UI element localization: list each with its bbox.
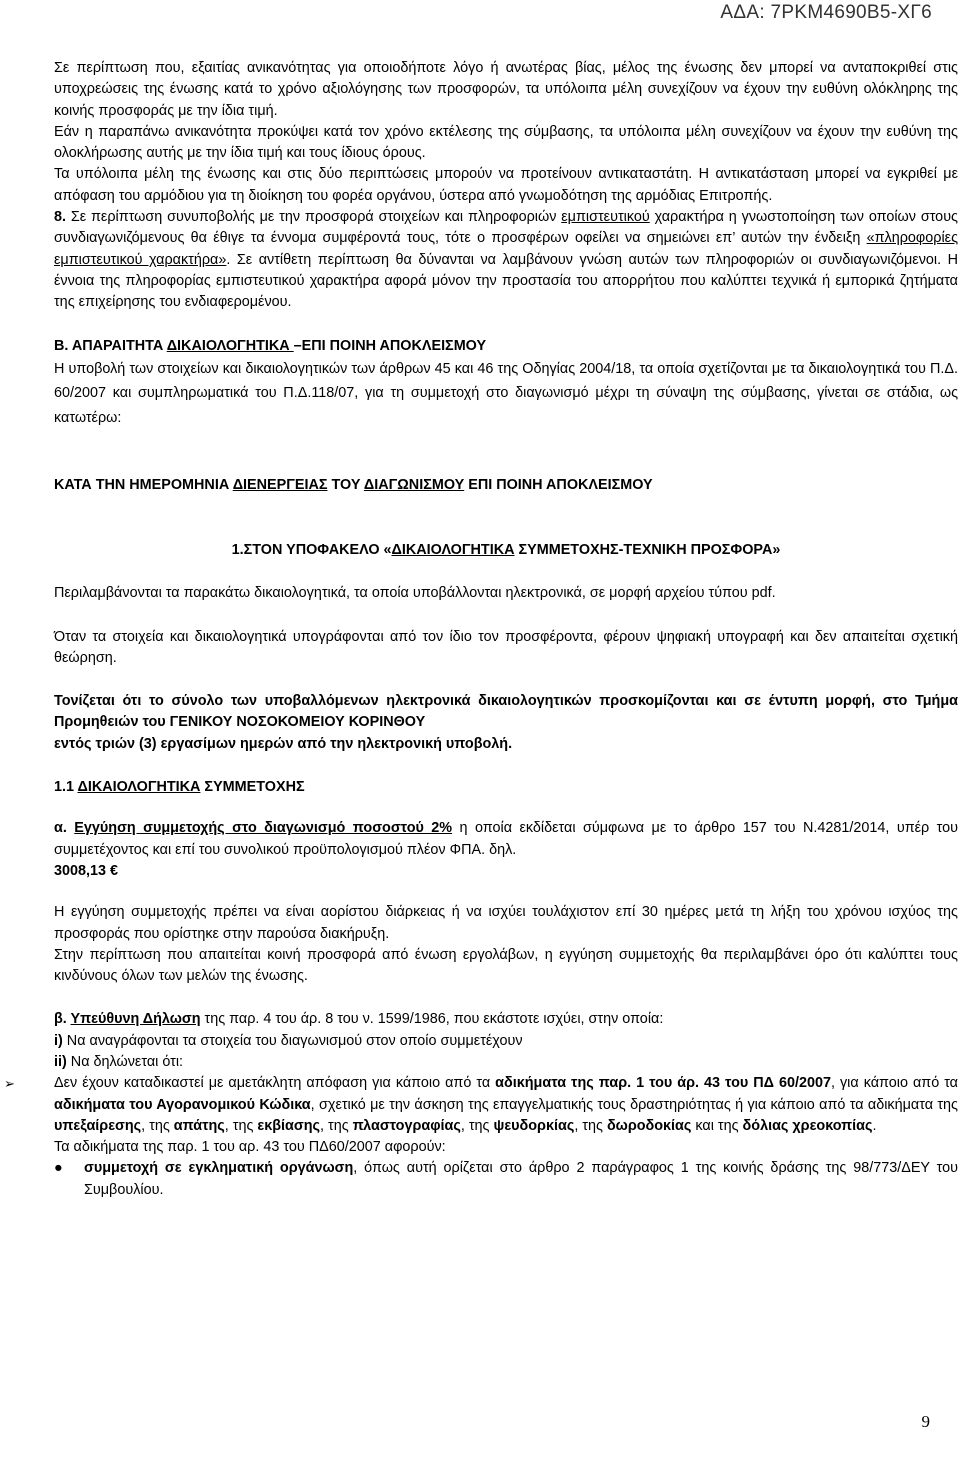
- paragraph-8-underline-1: εμπιστευτικού: [561, 209, 650, 226]
- heading-date: [54, 475, 958, 496]
- item-b-i-label: i): [54, 1032, 63, 1049]
- paragraph-guarantee-1: Η εγγύηση συμμετοχής πρέπει να είναι αορίστου διάρκειας ή να ισχύει τουλάχιστον επί 30 ημέρες μετά τη λήξη του χρόνου ισχύος της προσφοράς που ορίστηκε στην παρούσα διακήρυξη.: [54, 904, 958, 942]
- item-b-ii-label: ii): [54, 1053, 67, 1070]
- paragraph-signature: Όταν τα στοιχεία και δικαιολογητικά υπογράφονται από τον ίδιο τον προσφέροντα, φέρουν ψηφιακή υπογραφή και δεν απαιτείται σχετική θεώρηση.: [54, 628, 958, 666]
- item-b-i: [54, 1031, 958, 1052]
- bullet1-b5: εκβίασης: [257, 1117, 321, 1134]
- bullet-convictions: [4, 1073, 959, 1137]
- document-code-header: ΑΔΑ: 7ΡΚΜ4690Β5-ΧΓ6: [720, 2, 932, 23]
- paragraph-8: [54, 207, 958, 313]
- heading-1-1-a: 1.1: [54, 779, 78, 796]
- page-number: 9: [921, 1412, 930, 1431]
- item-a-label: α.: [54, 820, 75, 837]
- heading-subfolder-b: ΣΥΜΜΕΤΟΧΗΣ-ΤΕΧΝΙΚΗ ΠΡΟΣΦΟΡΑ»: [514, 541, 781, 558]
- bullet2-text: , όπως αυτή ορίζεται στο άρθρο 2 παράγραφος 1 της κοινής δράσης της 98/773/ΔΕΥ του Συμβουλίου.: [84, 1160, 959, 1198]
- section-b-heading-underline: ΔΙΚΑΙΟΛΟΓΗΤΙΚΑ: [166, 337, 294, 354]
- heading-1-1: [54, 777, 958, 798]
- item-b-label: β.: [54, 1011, 71, 1028]
- paragraph-guarantee-2: Στην περίπτωση που απαιτείται κοινή προσφορά από ένωση εργολάβων, η εγγύηση συμμετοχής θα περιλαμβάνει όρο ότι καλύπτει τους κινδύνους όλων των μελών της ένωσης.: [54, 946, 958, 985]
- section-b-heading-post: –ΕΠΙ ΠΟΙΝΗ ΑΠΟΚΛΕΙΣΜΟΥ: [293, 337, 487, 354]
- section-b-heading-pre: Β. ΑΠΑΡΑΙΤΗΤΑ: [54, 337, 167, 354]
- item-b-ii: [54, 1052, 958, 1073]
- item-b-declaration: [54, 1009, 958, 1030]
- heading-date-a: ΚΑΤΑ ΤΗΝ ΗΜΕΡΟΜΗΝΙΑ: [54, 476, 233, 493]
- heading-date-u2: ΔΙΑΓΩΝΙΣΜΟΥ: [363, 476, 465, 493]
- bullet1-t7: , της: [460, 1117, 494, 1134]
- heading-date-b: ΤΟΥ: [327, 476, 364, 493]
- heading-date-c: ΕΠΙ ΠΟΙΝΗ ΑΠΟΚΛΕΙΣΜΟΥ: [464, 476, 653, 493]
- document-body: [4, 58, 959, 1201]
- paragraph-2: Εάν η παραπάνω ανικανότητα προκύψει κατά τον χρόνο εκτέλεσης της σύμβασης, τα υπόλοιπα μέλη συνεχίζουν να έχουν την ευθύνη της ολοκλήρωσης αυτής με την ίδια τιμή και τους ίδιους όρους.: [54, 123, 958, 162]
- item-a-underline: Εγγύηση συμμετοχής στο διαγωνισμό ποσοστού 2%: [74, 820, 453, 837]
- paragraph-print-deadline: [54, 734, 958, 755]
- bullet1-t5: , της: [224, 1117, 258, 1134]
- paragraph-print-notice: [54, 691, 958, 734]
- arrow-bullet-icon: ➢: [4, 1076, 15, 1092]
- item-b-ii-text: Να δηλώνεται ότι:: [66, 1053, 184, 1070]
- bullet1-t10: .: [872, 1117, 877, 1134]
- bullet1-b2: αδικήματα του Αγορανομικού Κώδικα: [54, 1096, 311, 1113]
- paragraph-print-notice-1: Τονίζεται ότι το σύνολο των υποβαλλόμενων ηλεκτρονικά δικαιολογητικών προσκομίζονται και σε έντυπη μορφή, στο Τμήμα Προμηθειών του ΓΕΝΙΚΟΥ ΝΟΣΟΚΟΜΕΙΟΥ ΚΟΡΙΝΘΟΥ: [54, 693, 958, 731]
- paragraph-8-text-3: . Σε αντίθετη περίπτωση θα δύνανται να λαμβάνουν γνώση αυτών των πληροφοριών οι συνδιαγωνιζόμενοι. Η έννοια της πληροφορίας εμπιστευτικού χαρακτήρα αφορά μόνον την προστασία του απορρήτου που καλύπτει τεχνικά ή εμπορικά ζητήματα της επιχείρησης του ενδιαφερομένου.: [54, 251, 958, 311]
- heading-1-1-u: ΔΙΚΑΙΟΛΟΓΗΤΙΚΑ: [77, 779, 201, 796]
- item-a-guarantee: [54, 818, 958, 861]
- section-b-text: Η υποβολή των στοιχείων και δικαιολογητικών των άρθρων 45 και 46 της Οδηγίας 2004/18, τα οποία σχετίζονται με τα δικαιολογητικά του Π.Δ. 60/2007 και συμπληρωματικά του Π.Δ.118/07, για τη συμμετοχή στο διαγωνισμό μέχρι τη σύναψη της σύμβασης, γίνεται σε στάδια, ως κατωτέρω:: [54, 360, 958, 427]
- heading-subfolder-a: 1.ΣΤΟΝ ΥΠΟΦΑΚΕΛΟ «: [231, 541, 392, 558]
- bullet1-b8: δωροδοκίας: [606, 1117, 692, 1134]
- bullet-criminal-organization: [54, 1158, 958, 1201]
- bullet1-b1: αδικήματα της παρ. 1 του άρ. 43 του ΠΔ 60/2007: [495, 1075, 831, 1092]
- paragraph-1: Σε περίπτωση που, εξαιτίας ανικανότητας για οποιοδήποτε λόγο ή ανωτέρας βίας, μέλος της ένωσης δεν μπορεί να ανταποκριθεί στις υποχρεώσεις της ένωσης κατά το χρόνο αξιολόγησης των προσφορών, τα υπόλοιπα μέλη συνεχίζουν να έχουν την ευθύνη ολόκληρης της κοινής προσφοράς με την ίδια τιμή.: [54, 60, 958, 119]
- bullet1-t1: Δεν έχουν καταδικαστεί με αμετάκλητη απόφαση για κάποιο από τα: [54, 1075, 496, 1092]
- bullet1-t4: , της: [141, 1117, 174, 1134]
- section-b-heading: [54, 336, 958, 357]
- paragraph-offences: Τα αδικήματα της παρ. 1 του αρ. 43 του ΠΔ60/2007 αφορούν:: [54, 1139, 446, 1156]
- paragraph-print-deadline-text: εντός τριών (3) εργασίμων ημερών από την ηλεκτρονική υποβολή.: [54, 735, 513, 752]
- bullet1-t8: , της: [574, 1117, 607, 1134]
- item-a-amount: [54, 861, 958, 882]
- paragraph-pdf: Περιλαμβάνονται τα παρακάτω δικαιολογητικά, τα οποία υποβάλλονται ηλεκτρονικά, σε μορφή αρχείου τύπου pdf.: [54, 585, 776, 602]
- heading-subfolder: [54, 540, 958, 561]
- bullet1-b4: απάτης: [173, 1117, 225, 1134]
- bullet2-bold: συμμετοχή σε εγκληματική οργάνωση: [84, 1160, 354, 1177]
- bullet1-b6: πλαστογραφίας: [352, 1117, 461, 1134]
- bullet1-t3: , σχετικό με την άσκηση της επαγγελματικής τους δραστηριότητας ή για κάποιο από τα αδικήματα της: [310, 1096, 958, 1113]
- item-a-text: η οποία εκδίδεται σύμφωνα με το άρθρο 157 του Ν.4281/2014, υπέρ του συμμετέχοντος και επί του συνολικού προϋπολογισμού πλέον ΦΠΑ. δηλ.: [54, 820, 959, 858]
- item-a-amount-value: 3008,13 €: [54, 862, 119, 879]
- paragraph-8-text-2: χαρακτήρα η γνωστοποίηση των οποίων στους συνδιαγωνιζόμενους θα έθιγε τα έννομα συμφέροντά τους, τότε ο προσφέρων οφείλει να σημειώνει επ’ αυτών την ένδειξη: [54, 209, 958, 247]
- item-b-underline: Υπεύθυνη Δήλωση: [70, 1011, 201, 1028]
- paragraph-8-text-1: Σε περίπτωση συνυποβολής με την προσφορά στοιχείων και πληροφοριών: [66, 209, 562, 226]
- bullet1-t2: , για κάποιο από τα: [830, 1075, 959, 1092]
- paragraph-3: Τα υπόλοιπα μέλη της ένωσης και στις δύο περιπτώσεις μπορούν να προτείνουν αντικαταστάτη. Η αντικατάσταση μπορεί να εγκριθεί με απόφαση του αρμόδιου για τη διοίκηση του φορέα οργάνου, ύστερα από γνωμοδότηση της αρμόδιας Επιτροπής.: [54, 166, 958, 204]
- heading-1-1-b: ΣΥΜΜΕΤΟΧΗΣ: [200, 779, 305, 796]
- item-b-text: της παρ. 4 του άρ. 8 του ν. 1599/1986, που εκάστοτε ισχύει, στην οποία:: [200, 1011, 664, 1028]
- paragraph-8-underline-2: «πληροφορίες εμπιστευτικού χαρακτήρα»: [54, 230, 958, 268]
- heading-date-u1: ΔΙΕΝΕΡΓΕΙΑΣ: [232, 476, 328, 493]
- dot-bullet-icon: ●: [54, 1160, 63, 1177]
- item-b-i-text: Να αναγράφονται τα στοιχεία του διαγωνισμού στον οποίο συμμετέχουν: [62, 1032, 523, 1049]
- bullet1-b7: ψευδορκίας: [493, 1117, 575, 1134]
- heading-subfolder-u: ΔΙΚΑΙΟΛΟΓΗΤΙΚΑ: [391, 541, 515, 558]
- bullet1-t6: , της: [320, 1117, 353, 1134]
- bullet1-t9: και της: [691, 1117, 743, 1134]
- bullet1-b9: δόλιας χρεοκοπίας: [742, 1117, 873, 1134]
- bullet1-b3: υπεξαίρεσης: [54, 1117, 142, 1134]
- paragraph-8-number: 8.: [54, 209, 67, 226]
